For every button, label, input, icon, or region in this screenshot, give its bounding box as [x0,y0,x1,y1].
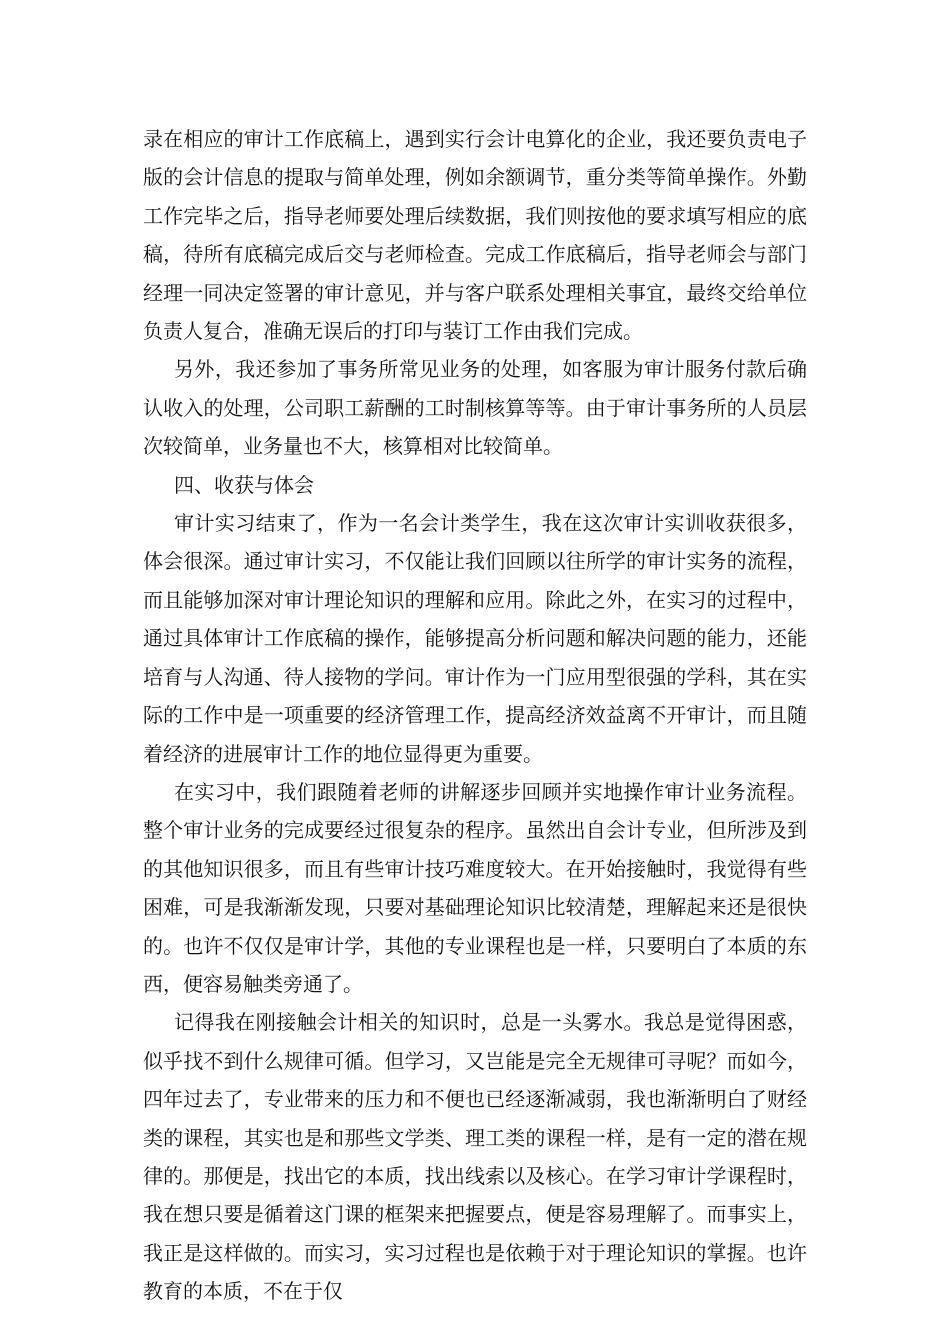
paragraph-continuation: 录在相应的审计工作底稿上，遇到实行会计电算化的企业，我还要负责电子版的会计信息的提取与简单处理，例如余额调节，重分类等简单操作。外勤工作完毕之后，指导老师要处理后续数据，我们则按他的要求填写相应的底稿，待所有底稿完成后交与老师检查。完成工作底稿后，指导老师会与部门经理一同决定签署的审计意见，并与客户联系处理相关事宜，最终交给单位负责人复合，准确无误后的打印与装订工作由我们完成。 [143,127,807,344]
paragraph-other-work: 另外，我还参加了事务所常见业务的处理，如客服为审计服务付款后确认收入的处理，公司职工薪酬的工时制核算等等。由于审计事务所的人员层次较简单，业务量也不大，核算相对比较简单。 [143,357,807,459]
paragraph-reflection: 记得我在刚接触会计相关的知识时，总是一头雾水。我总是觉得困惑，似乎找不到什么规律可循。但学习，又岂能是完全无规律可寻呢？而如今，四年过去了，专业带来的压力和不便也已经逐渐减弱，我也渐渐明白了财经类的课程，其实也是和那些文学类、理工类的课程一样，是有一定的潜在规律的。那便是，找出它的本质，找出线索以及核心。在学习审计学课程时，我在想只要是循着这门课的框架来把握要点，便是容易理解了。而事实上，我正是这样做的。而实习，实习过程也是依赖于对于理论知识的掌握。也许教育的本质，不在于仅 [143,1010,807,1304]
section-heading: 四、收获与体会 [174,472,314,497]
body-text [143,120,807,1311]
paragraph-practice: 在实习中，我们跟随着老师的讲解逐步回顾并实地操作审计业务流程。整个审计业务的完成要经过很复杂的程序。虽然出自会计专业，但所涉及到的其他知识很多，而且有些审计技巧难度较大。在开始接触时，我觉得有些困难，可是我渐渐发现，只要对基础理论知识比较清楚，理解起来还是很快的。也许不仅仅是审计学，其他的专业课程也是一样，只要明白了本质的东西，便容易触类旁通了。 [143,779,807,996]
paragraph-gains: 审计实习结束了，作为一名会计类学生，我在这次审计实训收获很多，体会很深。通过审计实习，不仅能让我们回顾以往所学的审计实务的流程，而且能够加深对审计理论知识的理解和应用。除此之外，在实习的过程中，通过具体审计工作底稿的操作，能够提高分析问题和解决问题的能力，还能培育与人沟通、待人接物的学问。审计作为一门应用型很强的学科，其在实际的工作中是一项重要的经济管理工作，提高经济效益离不开审计，而且随着经济的进展审计工作的地位显得更为重要。 [143,511,807,766]
